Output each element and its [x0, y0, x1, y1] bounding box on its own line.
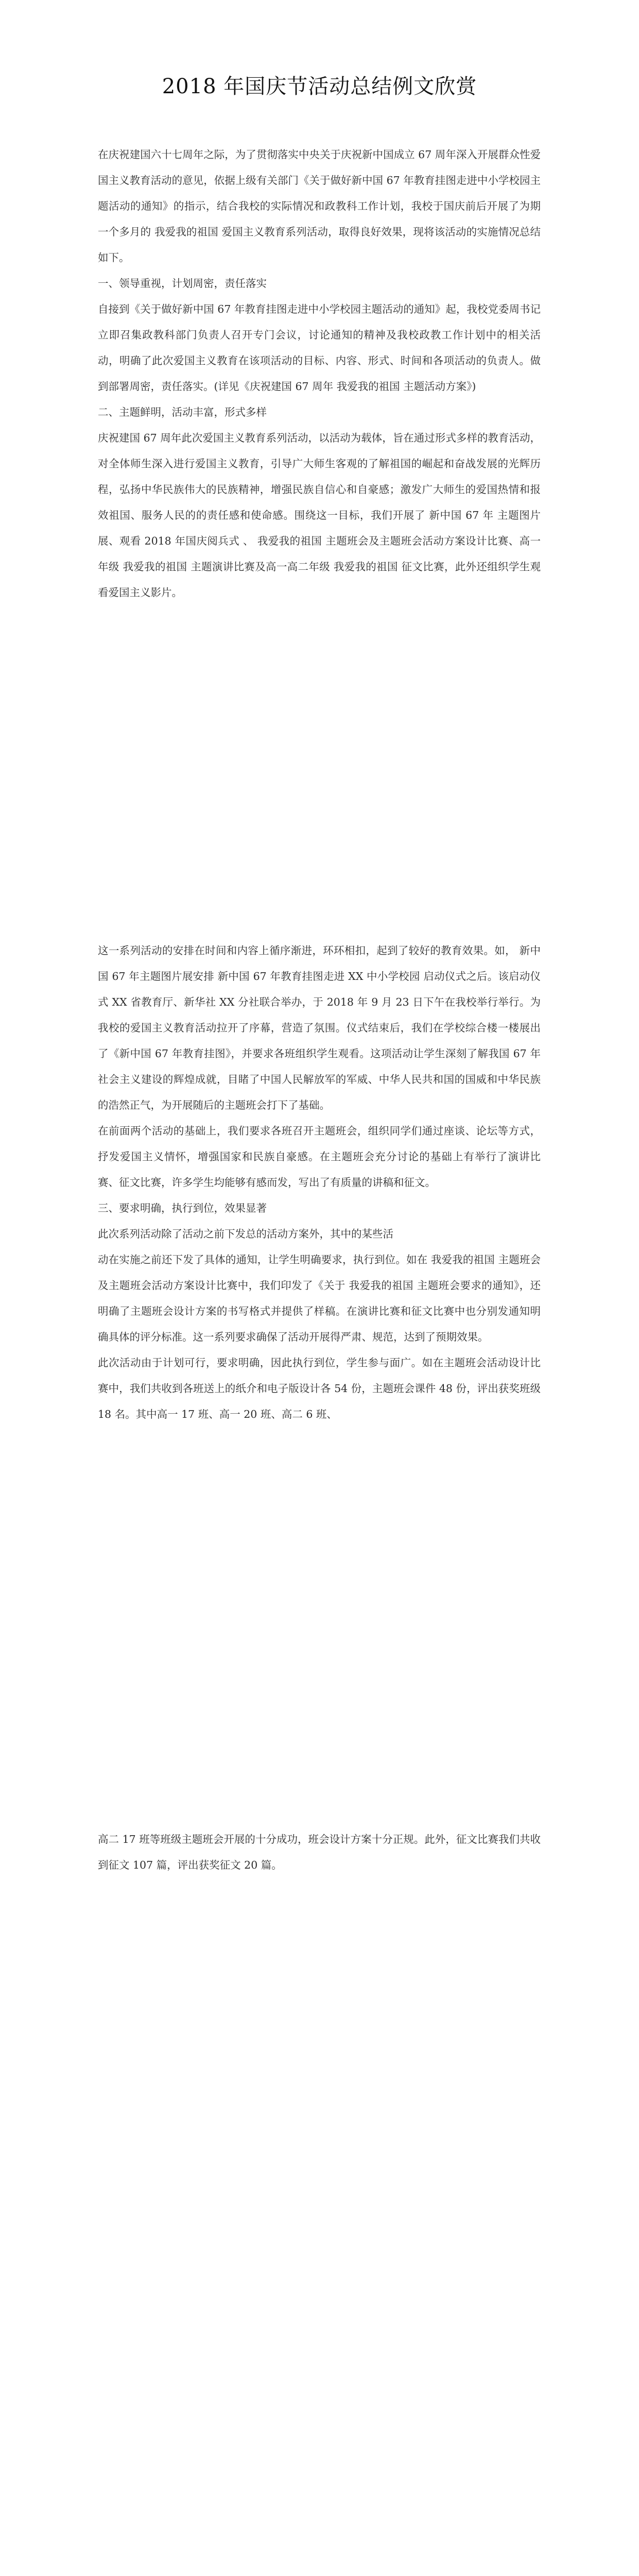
paragraph: 庆祝建国 67 周年此次爱国主义教育系列活动，以活动为载体，旨在通过形式多样的教育活动，对全体师生深入进行爱国主义教育，引导广大师生客观的了解祖国的崛起和奋战发展的光辉历程，弘扬中华民族伟大的民族精神，增强民族自信心和自豪感；激发广大师生的爱国热情和报效祖国、服务人民的的责任感和使命感。围绕这一目标，我们开展了 新中国 67 年 主题图片展、观看 2018 年国庆阅兵式 、 我爱我的祖国 主题班会及主题班会活动方案设计比赛、高一年级 我爱我的祖国 主题演讲比赛及高一高二年级 我爱我的祖国 征文比赛，此外还组织学生观看爱国主义影片。 — [98, 432, 541, 599]
paragraph: 此次活动由于计划可行，要求明确，因此执行到位，学生参与面广。如在主题班会活动设计比赛中，我们共收到各班送上的纸介和电子版设计各 54 份，主题班会课件 48 份，评出获奖班级 18 名。其中高一 17 班、高一 20 班、高二 6 班、 — [98, 1357, 541, 1420]
section-heading-2: 二、主题鲜明，活动丰富，形式多样 — [98, 406, 267, 418]
intro-paragraph: 在庆祝建国六十七周年之际，为了贯彻落实中央关于庆祝新中国成立 67 周年深入开展群众性爱国主义教育活动的意见，依据上级有关部门《关于做好新中国 67 年教育挂图走进中小学校园主题活动的通知》的指示，结合我校的实际情况和政教科工作计划，我校于国庆前后开展了为期一个多月的 我爱我的祖国 爱国主义教育系列活动，取得良好效果，现将该活动的实施情况总结如下。 — [98, 148, 541, 264]
page-title: 2018 年国庆节活动总结例文欣赏 — [162, 75, 477, 98]
text-block-2 — [98, 938, 541, 1427]
paragraph: 动在实施之前还下发了具体的通知，让学生明确要求，执行到位。如在 我爱我的祖国 主题班会及主题班会活动方案设计比赛中，我们印发了《关于 我爱我的祖国 主题班会要求的通知》，还明确了主题班会设计方案的书写格式并提供了样稿。在演讲比赛和征文比赛中也分别发通知明确具体的评分标准。这一系列要求确保了活动开展得严肃、规范，达到了预期效果。 — [98, 1253, 541, 1343]
text-block-1 — [98, 142, 541, 605]
section-heading-3: 三、要求明确，执行到位，效果显著 — [98, 1202, 267, 1214]
section-heading-1: 一、领导重视，计划周密，责任落实 — [98, 277, 267, 290]
paragraph: 高二 17 班等班级主题班会开展的十分成功，班会设计方案十分正规。此外，征文比赛我们共收到征文 107 篇，评出获奖征文 20 篇。 — [98, 1833, 541, 1871]
text-block-3 — [98, 1826, 541, 1878]
paragraph: 这一系列活动的安排在时间和内容上循序渐进，环环相扣，起到了较好的教育效果。如， 新中国 67 年主题图片展安排 新中国 67 年教育挂图走进 XX 中小学校园 启动仪式之后。该启动仪式 XX 省教育厅、新华社 XX 分社联合举办，于 2018 年 9 月 23 日下午在我校举行举行。为我校的爱国主义教育活动拉开了序幕，营造了氛围。仪式结束后，我们在学校综合楼一楼展出了《新中国 67 年教育挂图》，并要求各班组织学生观看。这项活动让学生深刻了解我国 67 年社会主义建设的辉煌成就，目睹了中国人民解放军的军威、中华人民共和国的国威和中华民族的浩然正气，为开展随后的主题班会打下了基础。 — [98, 944, 541, 1111]
paragraph: 自接到《关于做好新中国 67 年教育挂图走进中小学校园主题活动的通知》起，我校党委周书记立即召集政教科部门负责人召开专门会议，讨论通知的精神及我校政教工作计划中的相关活动，明确了此次爱国主义教育在该项活动的目标、内容、形式、时间和各项活动的负责人。做到部署周密，责任落实。(详见《庆祝建国 67 周年 我爱我的祖国 主题活动方案》) — [98, 303, 541, 393]
paragraph: 此次系列活动除了活动之前下发总的活动方案外，其中的某些活 — [98, 1228, 393, 1240]
paragraph: 在前面两个活动的基础上，我们要求各班召开主题班会，组织同学们通过座谈、论坛等方式，抒发爱国主义情怀，增强国家和民族自豪感。在主题班会充分讨论的基础上有举行了演讲比赛、征文比赛，许多学生均能够有感而发，写出了有质量的讲稿和征文。 — [98, 1125, 541, 1189]
